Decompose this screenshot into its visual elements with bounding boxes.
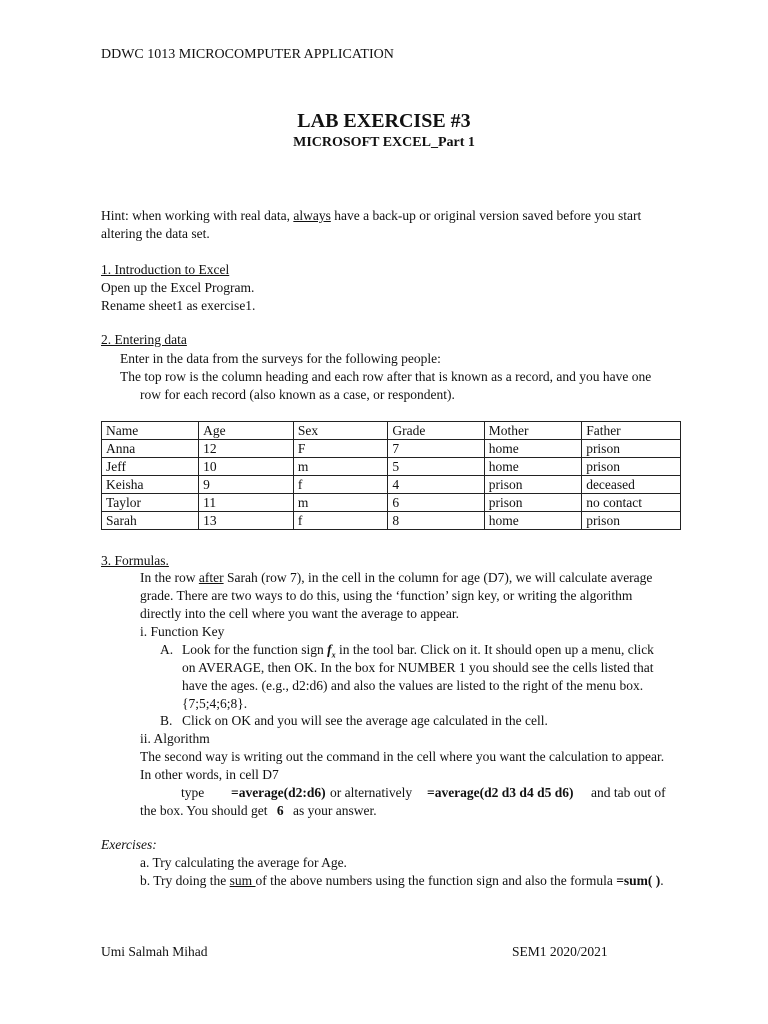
table-cell: 12 [199, 440, 294, 458]
table-row [102, 458, 681, 476]
section-1-heading: 1. Introduction to Excel [101, 262, 230, 277]
table-cell: 6 [388, 494, 484, 512]
table-cell: prison [484, 494, 581, 512]
table-cell: Anna [102, 440, 199, 458]
text-span: the box. You should get [140, 803, 271, 818]
table-cell: 11 [199, 494, 294, 512]
table-cell: home [484, 512, 581, 530]
text-span: Look for the function sign [182, 642, 328, 657]
table-cell: 7 [388, 440, 484, 458]
exercises-heading: Exercises: [101, 837, 157, 852]
table-cell: 5 [388, 458, 484, 476]
table-cell: 13 [199, 512, 294, 530]
step-b-line-1: Click on OK and you will see the average age calculated in the cell. [182, 713, 548, 728]
footer-author: Umi Salmah Mihad [101, 944, 208, 959]
column-header: Name [102, 422, 199, 440]
step-a-line-4: {7;5;4;6;8}. [182, 696, 248, 711]
fx-x: x [331, 650, 336, 660]
text-span: In the row [140, 570, 199, 585]
formula-sum: =sum( ) [616, 873, 661, 888]
hint-text-rest: have a back-up or original version saved before you start [330, 208, 642, 223]
step-b-label: B. [160, 713, 173, 728]
section-2-heading: 2. Entering data [101, 332, 187, 347]
or-alternatively: or alternatively [330, 785, 413, 800]
table-cell: prison [582, 440, 681, 458]
text-span: of the above numbers using the function sign and also the formula [255, 873, 617, 888]
formula-average-list: =average(d2 d3 d4 d5 d6) [427, 785, 574, 800]
page-title: LAB EXERCISE #3 [297, 110, 471, 132]
section-2-line-2: The top row is the column heading and each row after that is known as a record, and you have one [120, 369, 652, 384]
table-cell: m [293, 458, 387, 476]
answer-line [140, 802, 377, 820]
step-a-line-2: on AVERAGE, then OK. In the box for NUMBER 1 you should see the cells listed that [182, 660, 654, 675]
answer-value: 6 [276, 803, 284, 818]
column-header: Grade [388, 422, 484, 440]
section-3-line-3: directly into the cell where you want the average to appear. [140, 606, 459, 621]
table-cell: Jeff [102, 458, 199, 476]
table-cell: deceased [582, 476, 681, 494]
table-cell: f [293, 512, 387, 530]
page-subtitle: MICROSOFT EXCEL_Part 1 [293, 135, 475, 150]
algorithm-line-1: The second way is writing out the command in the cell where you want the calculation to appear. [140, 749, 665, 764]
text-span: b. Try doing the [140, 873, 230, 888]
section-3-heading: 3. Formulas. [101, 553, 169, 568]
table-cell: 4 [388, 476, 484, 494]
text-span: Sarah (row 7), in the cell in the column for age (D7), we will calculate average [223, 570, 653, 585]
table-cell: m [293, 494, 387, 512]
table-cell: no contact [582, 494, 681, 512]
survey-table [101, 421, 681, 530]
table-cell: 10 [199, 458, 294, 476]
subheading-algorithm: ii. Algorithm [140, 731, 210, 746]
text-span: . [660, 873, 664, 888]
type-word: type [181, 785, 205, 800]
text-span: in the tool bar. Click on it. It should open up a menu, click [335, 642, 654, 657]
table-cell: Keisha [102, 476, 199, 494]
column-header: Sex [293, 422, 387, 440]
table-cell: home [484, 440, 581, 458]
table-header-row [102, 422, 681, 440]
table-row [102, 440, 681, 458]
fx-f: f [327, 642, 332, 657]
hint-text: Hint: when working with real data, [101, 208, 294, 223]
formula-average-range: =average(d2:d6) [231, 785, 326, 800]
table-row [102, 494, 681, 512]
table-row [102, 476, 681, 494]
table-row [102, 512, 681, 530]
section-2-line-1: Enter in the data from the surveys for the following people: [120, 351, 441, 366]
table-cell: prison [582, 512, 681, 530]
section-1-line-2: Rename sheet1 as exercise1. [101, 298, 256, 313]
footer-semester: SEM1 2020/2021 [512, 944, 608, 959]
table-cell: Sarah [102, 512, 199, 530]
algorithm-line-2: In other words, in cell D7 [140, 767, 279, 782]
table-cell: F [293, 440, 387, 458]
section-1-line-1: Open up the Excel Program. [101, 280, 255, 295]
step-a-line-3: have the ages. (e.g., d2:d6) and also the values are listed to the right of the menu box. [182, 678, 644, 693]
table-cell: 8 [388, 512, 484, 530]
hint-line-1 [101, 207, 641, 225]
hint-line-2: altering the data set. [101, 226, 210, 241]
course-header: DDWC 1013 MICROCOMPUTER APPLICATION [101, 47, 394, 62]
table-cell: 9 [199, 476, 294, 494]
table-cell: Taylor [102, 494, 199, 512]
table-cell: home [484, 458, 581, 476]
subheading-function-key: i. Function Key [140, 624, 225, 639]
emphasis-after: after [198, 570, 224, 585]
column-header: Age [199, 422, 294, 440]
table-cell: prison [582, 458, 681, 476]
step-a-label: A. [160, 642, 174, 657]
column-header: Mother [484, 422, 581, 440]
tab-out-text: and tab out of [591, 785, 666, 800]
section-2-line-3: row for each record (also known as a case, or respondent). [140, 387, 455, 402]
hint-emphasis: always [293, 208, 331, 223]
exercise-a: a. Try calculating the average for Age. [140, 855, 347, 870]
section-3-line-1 [140, 569, 652, 587]
function-sign-icon [327, 642, 336, 660]
table-cell: prison [484, 476, 581, 494]
emphasis-sum: sum [229, 873, 256, 888]
column-header: Father [582, 422, 681, 440]
section-3-line-2: grade. There are two ways to do this, using the ‘function’ sign key, or writing the algorithm [140, 588, 633, 603]
table-cell: f [293, 476, 387, 494]
text-span: as your answer. [289, 803, 377, 818]
exercise-b [140, 872, 664, 890]
